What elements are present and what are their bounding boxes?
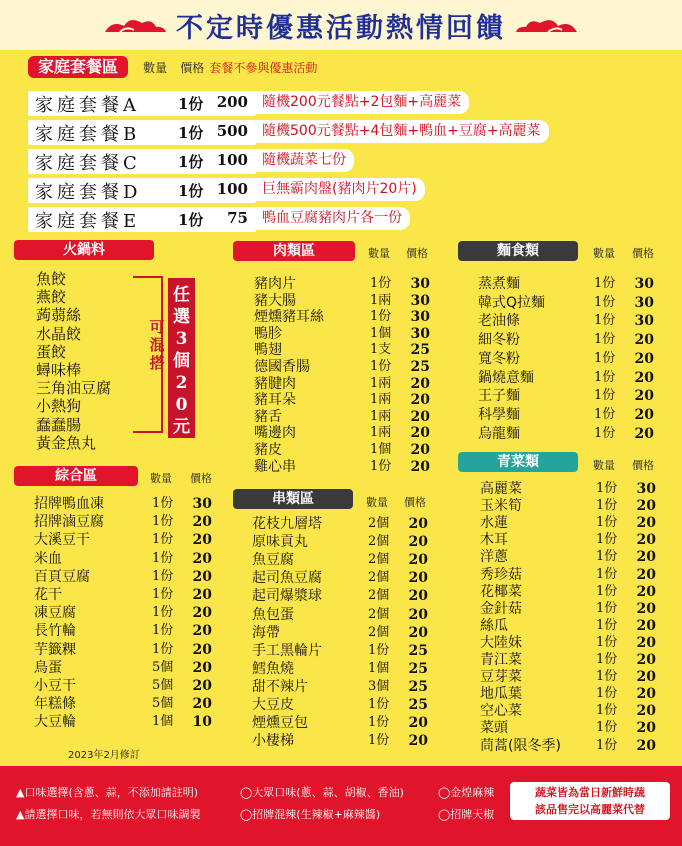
meat-item-qty: 1兩 [370, 392, 392, 408]
combo-item-qty: 5個 [152, 678, 174, 693]
veg-item-qty: 1份 [596, 515, 618, 531]
pick-label: 任選3個20元 [173, 285, 190, 437]
meat-item-price: 20 [410, 425, 430, 442]
combo-item-qty: 1份 [152, 623, 174, 639]
skewer-item-price: 20 [408, 570, 428, 587]
combo-item-price: 20 [192, 641, 212, 658]
veg-item-name: 空心菜 [480, 703, 522, 720]
veg-item-name: 木耳 [480, 532, 508, 549]
meat-item-qty: 1份 [370, 359, 392, 374]
family-qty-label: 數量 [143, 61, 168, 75]
noodles-item-qty: 1份 [594, 406, 616, 422]
noodles-item-price: 20 [634, 350, 654, 367]
veg-item-qty: 1份 [596, 686, 618, 702]
veg-notice-box [510, 782, 670, 820]
combo-item-name: 大溪豆干 [34, 532, 90, 549]
hotpot-item: 蠢蠢腸 [36, 415, 82, 434]
skewer-item-name: 甜不辣片 [252, 678, 308, 695]
family-set-row [28, 178, 648, 203]
veg-item-price: 20 [636, 515, 656, 532]
combo-item-qty: 5個 [152, 696, 174, 712]
skewer-item-price: 25 [408, 678, 428, 695]
noodles-item-price: 30 [634, 276, 654, 292]
family-set-row [28, 149, 648, 174]
noodles-price-label: 價格 [632, 247, 654, 260]
hotpot-item: 蒟蒻絲 [36, 306, 82, 325]
hotpot-item: 蛋餃 [36, 342, 67, 361]
veg-label: 青菜類 [458, 452, 578, 472]
revised-date: 2023年2月修訂 [68, 750, 140, 761]
family-set-price: 100 [216, 151, 248, 169]
hotpot-item: 小熱狗 [36, 397, 82, 416]
combo-item-price: 30 [192, 496, 212, 512]
meat-item-qty: 1兩 [370, 375, 392, 391]
family-set-desc: 鴨血豆腐豬肉片各一份 [256, 207, 410, 230]
skewer-item-name: 魚包蛋 [252, 606, 294, 623]
skewer-item-price: 20 [408, 606, 428, 623]
footer-option-mixed-spicy[interactable]: ◯招牌混辣(生辣椒+麻辣醬) [240, 808, 381, 821]
skewer-item-qty: 3個 [368, 678, 390, 694]
veg-qty-label: 數量 [593, 459, 615, 472]
noodles-item-name: 寬冬粉 [478, 350, 520, 367]
combo-item-price: 20 [192, 550, 212, 567]
skewer-item-price: 20 [408, 588, 428, 605]
footer-option-golden-mala[interactable]: ◯金煌麻辣 [438, 786, 495, 799]
family-set-qty: 1份 [178, 211, 204, 229]
combo-item-price: 20 [192, 696, 212, 713]
veg-item-price: 20 [636, 669, 656, 686]
meat-item-price: 30 [410, 309, 430, 326]
skewer-item-price: 20 [408, 624, 428, 641]
veg-item-price: 20 [636, 549, 656, 566]
noodles-item-qty: 1份 [594, 294, 616, 310]
page-title: 不定時優惠活動熱情回饋 [176, 13, 506, 44]
noodles-item-name: 細冬粉 [478, 332, 520, 349]
skewer-item-price: 20 [408, 733, 428, 750]
veg-item-name: 地瓜葉 [480, 686, 522, 703]
veg-item-qty: 1份 [596, 481, 618, 496]
meat-item-name: 豬舌 [254, 408, 282, 425]
family-set-qty: 1份 [178, 182, 204, 200]
meat-item-price: 30 [410, 325, 430, 342]
veg-item-price: 20 [636, 720, 656, 737]
noodles-item-name: 蒸煮麵 [478, 276, 520, 292]
combo-item-name: 花干 [34, 587, 62, 603]
family-set-qty: 1份 [178, 95, 204, 113]
veg-item-qty: 1份 [596, 498, 618, 514]
family-set-desc: 巨無霸肉盤(豬肉片20片) [256, 178, 425, 201]
combo-item-price: 20 [192, 532, 212, 549]
meat-item-price: 20 [410, 392, 430, 409]
skewer-item-qty: 1個 [368, 660, 390, 676]
skewer-item-qty: 2個 [368, 534, 390, 550]
meat-item-qty: 1支 [370, 342, 392, 358]
veg-item-price: 20 [636, 566, 656, 583]
skewer-item-price: 20 [408, 715, 428, 732]
family-set-desc: 隨機200元餐點+2包麵+高麗菜 [256, 91, 469, 114]
skewer-price-label: 價格 [404, 496, 426, 509]
combo-item-name: 招牌鴨血凍 [34, 496, 104, 512]
veg-item-qty: 1份 [596, 652, 618, 667]
veg-item-qty: 1份 [596, 720, 618, 736]
veg-item-price: 20 [636, 703, 656, 720]
veg-item-price: 20 [636, 652, 656, 668]
combo-item-name: 年糕條 [34, 696, 76, 713]
meat-item-qty: 1份 [370, 276, 392, 291]
skewer-label: 串類區 [233, 489, 353, 509]
hotpot-item: 蟳味棒 [36, 361, 82, 379]
veg-item-name: 水蓮 [480, 515, 508, 532]
family-price-label: 價格 [180, 61, 205, 75]
meat-item-name: 雞心串 [254, 458, 296, 475]
family-set-name: 家庭套餐B [35, 124, 141, 145]
cloud-right-icon [512, 14, 582, 40]
hotpot-label: 火鍋料 [14, 240, 154, 260]
veg-notice-line1: 蔬菜皆為當日新鮮時蔬 [535, 786, 645, 799]
veg-item-qty: 1份 [596, 669, 618, 685]
combo-item-qty: 1份 [152, 605, 174, 621]
noodles-item-qty: 1份 [594, 388, 616, 404]
family-set-price: 75 [227, 209, 248, 227]
combo-item-qty: 1份 [152, 587, 174, 602]
meat-qty-label: 數量 [368, 247, 390, 260]
veg-item-name: 茼蒿(限冬季) [480, 737, 561, 754]
family-section-label: 家庭套餐區 [28, 56, 128, 78]
skewer-item-price: 25 [408, 660, 428, 677]
skewer-item-name: 魚豆腐 [252, 552, 294, 569]
hotpot-item: 黃金魚丸 [36, 433, 97, 452]
noodles-item-price: 20 [634, 388, 654, 405]
family-set-price: 100 [216, 180, 248, 198]
skewer-item-price: 25 [408, 642, 428, 659]
hotpot-item: 燕餃 [36, 288, 67, 307]
family-set-name: 家庭套餐A [35, 95, 140, 116]
meat-item-name: 豬耳朵 [254, 392, 296, 409]
skewer-item-qty: 2個 [368, 606, 390, 622]
noodles-qty-label: 數量 [593, 247, 615, 260]
meat-item-name: 豬皮 [254, 442, 282, 458]
noodles-item-qty: 1份 [594, 425, 616, 441]
veg-item-name: 絲瓜 [480, 617, 508, 634]
skewer-item-name: 花枝九層塔 [252, 516, 322, 532]
family-set-qty: 1份 [178, 124, 204, 142]
family-set-name: 家庭套餐D [35, 182, 142, 203]
veg-item-qty: 1份 [596, 703, 618, 719]
footer-option-general[interactable]: ◯大眾口味(蔥、蒜、胡椒、香油) [240, 786, 404, 799]
skewer-item-price: 20 [408, 552, 428, 569]
noodles-item-qty: 1份 [594, 369, 616, 385]
combo-item-qty: 1份 [152, 568, 174, 584]
combo-item-name: 芋籤粿 [34, 641, 76, 658]
noodles-item-qty: 1份 [594, 350, 616, 366]
combo-item-price: 20 [192, 587, 212, 603]
meat-item-price: 20 [410, 442, 430, 458]
noodles-item-name: 老油條 [478, 313, 520, 330]
veg-item-name: 青江菜 [480, 652, 522, 668]
hotpot-item: 魚餃 [36, 270, 67, 288]
combo-item-price: 20 [192, 623, 212, 640]
veg-item-name: 菜頭 [480, 720, 508, 737]
family-set-qty: 1份 [178, 153, 204, 171]
combo-qty-label: 數量 [150, 472, 172, 485]
meat-item-price: 30 [410, 276, 430, 292]
skewer-item-qty: 2個 [368, 588, 390, 604]
family-set-row [28, 207, 648, 232]
veg-item-price: 20 [636, 617, 656, 634]
skewer-item-name: 大豆皮 [252, 697, 294, 713]
combo-item-name: 鳥蛋 [34, 659, 62, 676]
meat-item-price: 20 [410, 408, 430, 425]
meat-item-name: 煙燻豬耳絲 [254, 309, 324, 326]
skewer-item-price: 25 [408, 697, 428, 713]
skewer-item-name: 手工黑輪片 [252, 642, 322, 659]
combo-item-price: 20 [192, 568, 212, 585]
veg-item-price: 20 [636, 600, 656, 617]
combo-item-qty: 1份 [152, 514, 174, 530]
veg-item-qty: 1份 [596, 532, 618, 548]
combo-item-price: 20 [192, 678, 212, 694]
combo-item-qty: 1份 [152, 496, 174, 511]
skewer-item-qty: 1份 [368, 733, 390, 749]
meat-item-price: 25 [410, 359, 430, 375]
noodles-item-name: 鍋燒意麵 [478, 369, 534, 386]
veg-item-qty: 1份 [596, 566, 618, 582]
meat-item-name: 鴨翅 [254, 342, 282, 359]
skewer-item-qty: 1份 [368, 697, 390, 712]
meat-item-qty: 1兩 [370, 425, 392, 441]
combo-item-name: 小豆干 [34, 678, 76, 694]
meat-price-label: 價格 [406, 247, 428, 260]
skewer-item-name: 起司魚豆腐 [252, 570, 322, 587]
noodles-item-qty: 1份 [594, 276, 616, 291]
meat-item-name: 德國香腸 [254, 359, 310, 375]
veg-item-name: 豆芽菜 [480, 669, 522, 686]
meat-item-qty: 1份 [370, 309, 392, 325]
veg-item-name: 高麗菜 [480, 481, 522, 497]
combo-item-name: 米血 [34, 550, 62, 567]
veg-notice-line2: 該品售完以高麗菜代替 [535, 803, 645, 816]
family-set-row [28, 91, 648, 116]
meat-item-qty: 1個 [370, 442, 392, 457]
hotpot-item: 三角油豆腐 [36, 379, 112, 398]
noodles-item-price: 20 [634, 332, 654, 349]
noodles-item-price: 20 [634, 425, 654, 442]
meat-item-name: 豬肉片 [254, 276, 296, 292]
veg-item-name: 大陸妹 [480, 634, 522, 651]
combo-item-name: 百頁豆腐 [34, 568, 90, 585]
combo-label: 綜合區 [14, 466, 138, 486]
veg-item-price: 20 [636, 634, 656, 651]
skewer-item-qty: 2個 [368, 516, 390, 531]
veg-item-name: 花椰菜 [480, 583, 522, 600]
veg-item-name: 玉米筍 [480, 498, 522, 515]
meat-item-name: 豬大腸 [254, 292, 296, 309]
family-set-row [28, 120, 648, 145]
veg-item-price: 20 [636, 532, 656, 549]
skewer-item-name: 起司爆漿球 [252, 588, 322, 605]
noodles-item-name: 韓式Q拉麵 [478, 294, 546, 311]
meat-item-qty: 1兩 [370, 408, 392, 424]
meat-item-name: 鴨胗 [254, 325, 282, 342]
veg-item-name: 秀珍菇 [480, 566, 522, 583]
skewer-item-name: 海帶 [252, 624, 280, 641]
meat-item-price: 30 [410, 292, 430, 309]
combo-item-price: 20 [192, 605, 212, 622]
combo-item-qty: 1個 [152, 714, 174, 730]
family-set-price: 500 [216, 122, 248, 140]
meat-item-qty: 1個 [370, 325, 392, 341]
combo-item-qty: 5個 [152, 659, 174, 675]
noodles-item-name: 烏龍麵 [478, 425, 520, 442]
skewer-item-name: 煙燻豆包 [252, 715, 308, 732]
veg-item-price: 20 [636, 737, 656, 754]
skewer-item-name: 原味貢丸 [252, 534, 308, 551]
footer-line1: ▲口味選擇(含蔥、蒜，不添加請註明) [16, 786, 199, 799]
family-set-price: 200 [216, 93, 248, 111]
meat-item-name: 嘴邊肉 [254, 425, 296, 442]
veg-item-name: 金針菇 [480, 600, 522, 617]
veg-item-qty: 1份 [596, 737, 618, 753]
veg-item-qty: 1份 [596, 549, 618, 565]
combo-item-qty: 1份 [152, 532, 174, 548]
skewer-item-qty: 2個 [368, 552, 390, 568]
family-set-desc: 隨機蔬菜七份 [256, 149, 354, 172]
pick-three-badge [168, 278, 195, 438]
noodles-item-price: 30 [634, 313, 654, 330]
combo-item-name: 長竹輪 [34, 623, 76, 640]
noodles-item-name: 科學麵 [478, 406, 520, 423]
combo-price-label: 價格 [190, 472, 212, 485]
meat-item-name: 豬腱肉 [254, 375, 296, 392]
combo-item-name: 大豆輪 [34, 714, 76, 731]
noodles-item-qty: 1份 [594, 332, 616, 348]
family-section-header [28, 56, 317, 78]
mix-label: 可混搭 [149, 318, 165, 372]
noodles-label: 麵食類 [458, 241, 578, 261]
skewer-item-name: 小棲梯 [252, 733, 294, 750]
hotpot-item: 水晶餃 [36, 324, 82, 343]
veg-item-qty: 1份 [596, 634, 618, 650]
noodles-item-name: 王子麵 [478, 388, 520, 405]
footer-option-sky-pepper[interactable]: ◯招牌天椒 [438, 808, 495, 821]
veg-item-price: 20 [636, 686, 656, 703]
veg-item-qty: 1份 [596, 617, 618, 633]
veg-item-price: 20 [636, 583, 656, 600]
skewer-item-qty: 1份 [368, 642, 390, 658]
noodles-item-price: 20 [634, 406, 654, 423]
veg-item-price: 20 [636, 498, 656, 515]
noodles-item-price: 30 [634, 294, 654, 311]
veg-item-price: 30 [636, 481, 656, 497]
veg-item-qty: 1份 [596, 600, 618, 616]
combo-item-name: 凍豆腐 [34, 605, 76, 622]
skewer-item-name: 鱈魚燒 [252, 660, 294, 677]
meat-label: 肉類區 [233, 241, 355, 261]
veg-item-name: 洋蔥 [480, 549, 508, 566]
meat-item-price: 20 [410, 375, 430, 392]
family-note: 套餐不參與優惠活動 [209, 61, 318, 75]
meat-item-qty: 1份 [370, 458, 392, 474]
combo-item-qty: 1份 [152, 550, 174, 566]
skewer-item-price: 20 [408, 534, 428, 551]
combo-item-qty: 1份 [152, 641, 174, 657]
combo-item-price: 10 [192, 714, 212, 731]
meat-item-qty: 1兩 [370, 292, 392, 308]
skewer-item-qty: 2個 [368, 624, 390, 640]
combo-item-name: 招牌滷豆腐 [34, 514, 104, 531]
skewer-item-qty: 2個 [368, 570, 390, 586]
meat-item-price: 25 [410, 342, 430, 359]
skewer-item-qty: 1份 [368, 715, 390, 731]
meat-item-price: 20 [410, 458, 430, 475]
header [0, 0, 682, 50]
veg-price-label: 價格 [632, 459, 654, 472]
skewer-qty-label: 數量 [366, 496, 388, 509]
veg-item-qty: 1份 [596, 583, 618, 599]
family-set-name: 家庭套餐E [35, 211, 141, 232]
combo-item-price: 20 [192, 514, 212, 531]
family-set-name: 家庭套餐C [35, 153, 141, 174]
noodles-item-price: 20 [634, 369, 654, 386]
combo-item-price: 20 [192, 659, 212, 676]
footer-line2: ▲請選擇口味，若無則依大眾口味調製 [16, 808, 201, 821]
noodles-item-qty: 1份 [594, 313, 616, 329]
family-set-desc: 隨機500元餐點+4包麵+鴨血+豆腐+高麗菜 [256, 120, 549, 143]
skewer-item-price: 20 [408, 516, 428, 532]
